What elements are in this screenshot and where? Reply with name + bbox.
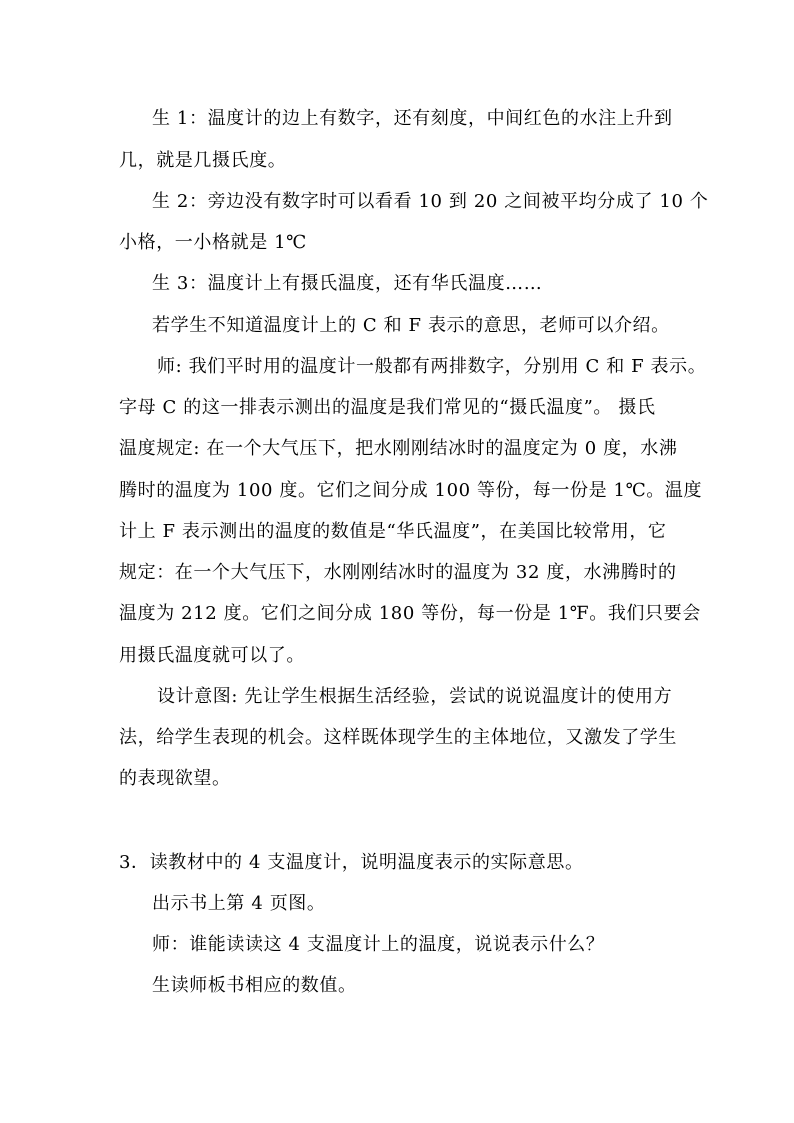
- text-line: 几，就是几摄氏度。: [119, 150, 287, 171]
- text-line: 生读师板书相应的数值。: [152, 975, 357, 996]
- text-line: 法，给学生表现的机会。这样既体现学生的主体地位，又激发了学生: [119, 727, 677, 748]
- text-line: 出示书上第 4 页图。: [152, 893, 326, 914]
- text-line: 温度为 212 度。它们之间分成 180 等份，每一份是 1℉。我们只要会: [119, 603, 701, 624]
- text-line: 设计意图: 先让学生根据生活经验，尝试的说说温度计的使用方: [157, 686, 673, 707]
- text-line: 生 1：温度计的边上有数字，还有刻度，中间红色的水注上升到: [152, 108, 673, 129]
- text-line: 师: 我们平时用的温度计一般都有两排数字，分别用 C 和 F 表示。: [157, 356, 707, 377]
- text-line: 规定：在一个大气压下，水刚刚结冰时的温度为 32 度，水沸腾时的: [119, 562, 677, 583]
- text-line: 生 2：旁边没有数字时可以看看 10 到 20 之间被平均分成了 10 个: [152, 191, 709, 212]
- text-line: 生 3：温度计上有摄氏温度，还有华氏温度……: [152, 273, 543, 294]
- text-line: 若学生不知道温度计上的 C 和 F 表示的意思，老师可以介绍。: [152, 315, 670, 336]
- text-line: 的表现欲望。: [119, 768, 231, 789]
- section-heading: 3．读教材中的 4 支温度计，说明温度表示的实际意思。: [119, 852, 584, 873]
- text-line: 用摄氏温度就可以了。: [119, 645, 305, 666]
- text-line: 腾时的温度为 100 度。它们之间分成 100 等份，每一份是 1℃。温度: [119, 480, 703, 501]
- text-line: 计上 F 表示测出的温度的数值是“华氏温度”，在美国比较常用，它: [119, 521, 667, 542]
- text-line: 温度规定: 在一个大气压下，把水刚刚结冰时的温度定为 0 度，水沸: [119, 438, 678, 459]
- text-line: 字母 C 的这一排表示测出的温度是我们常见的“摄氏温度”。 摄氏: [119, 397, 656, 418]
- text-line: 师：谁能读读这 4 支温度计上的温度，说说表示什么？: [152, 934, 605, 955]
- text-line: 小格，一小格就是 1℃: [119, 232, 307, 253]
